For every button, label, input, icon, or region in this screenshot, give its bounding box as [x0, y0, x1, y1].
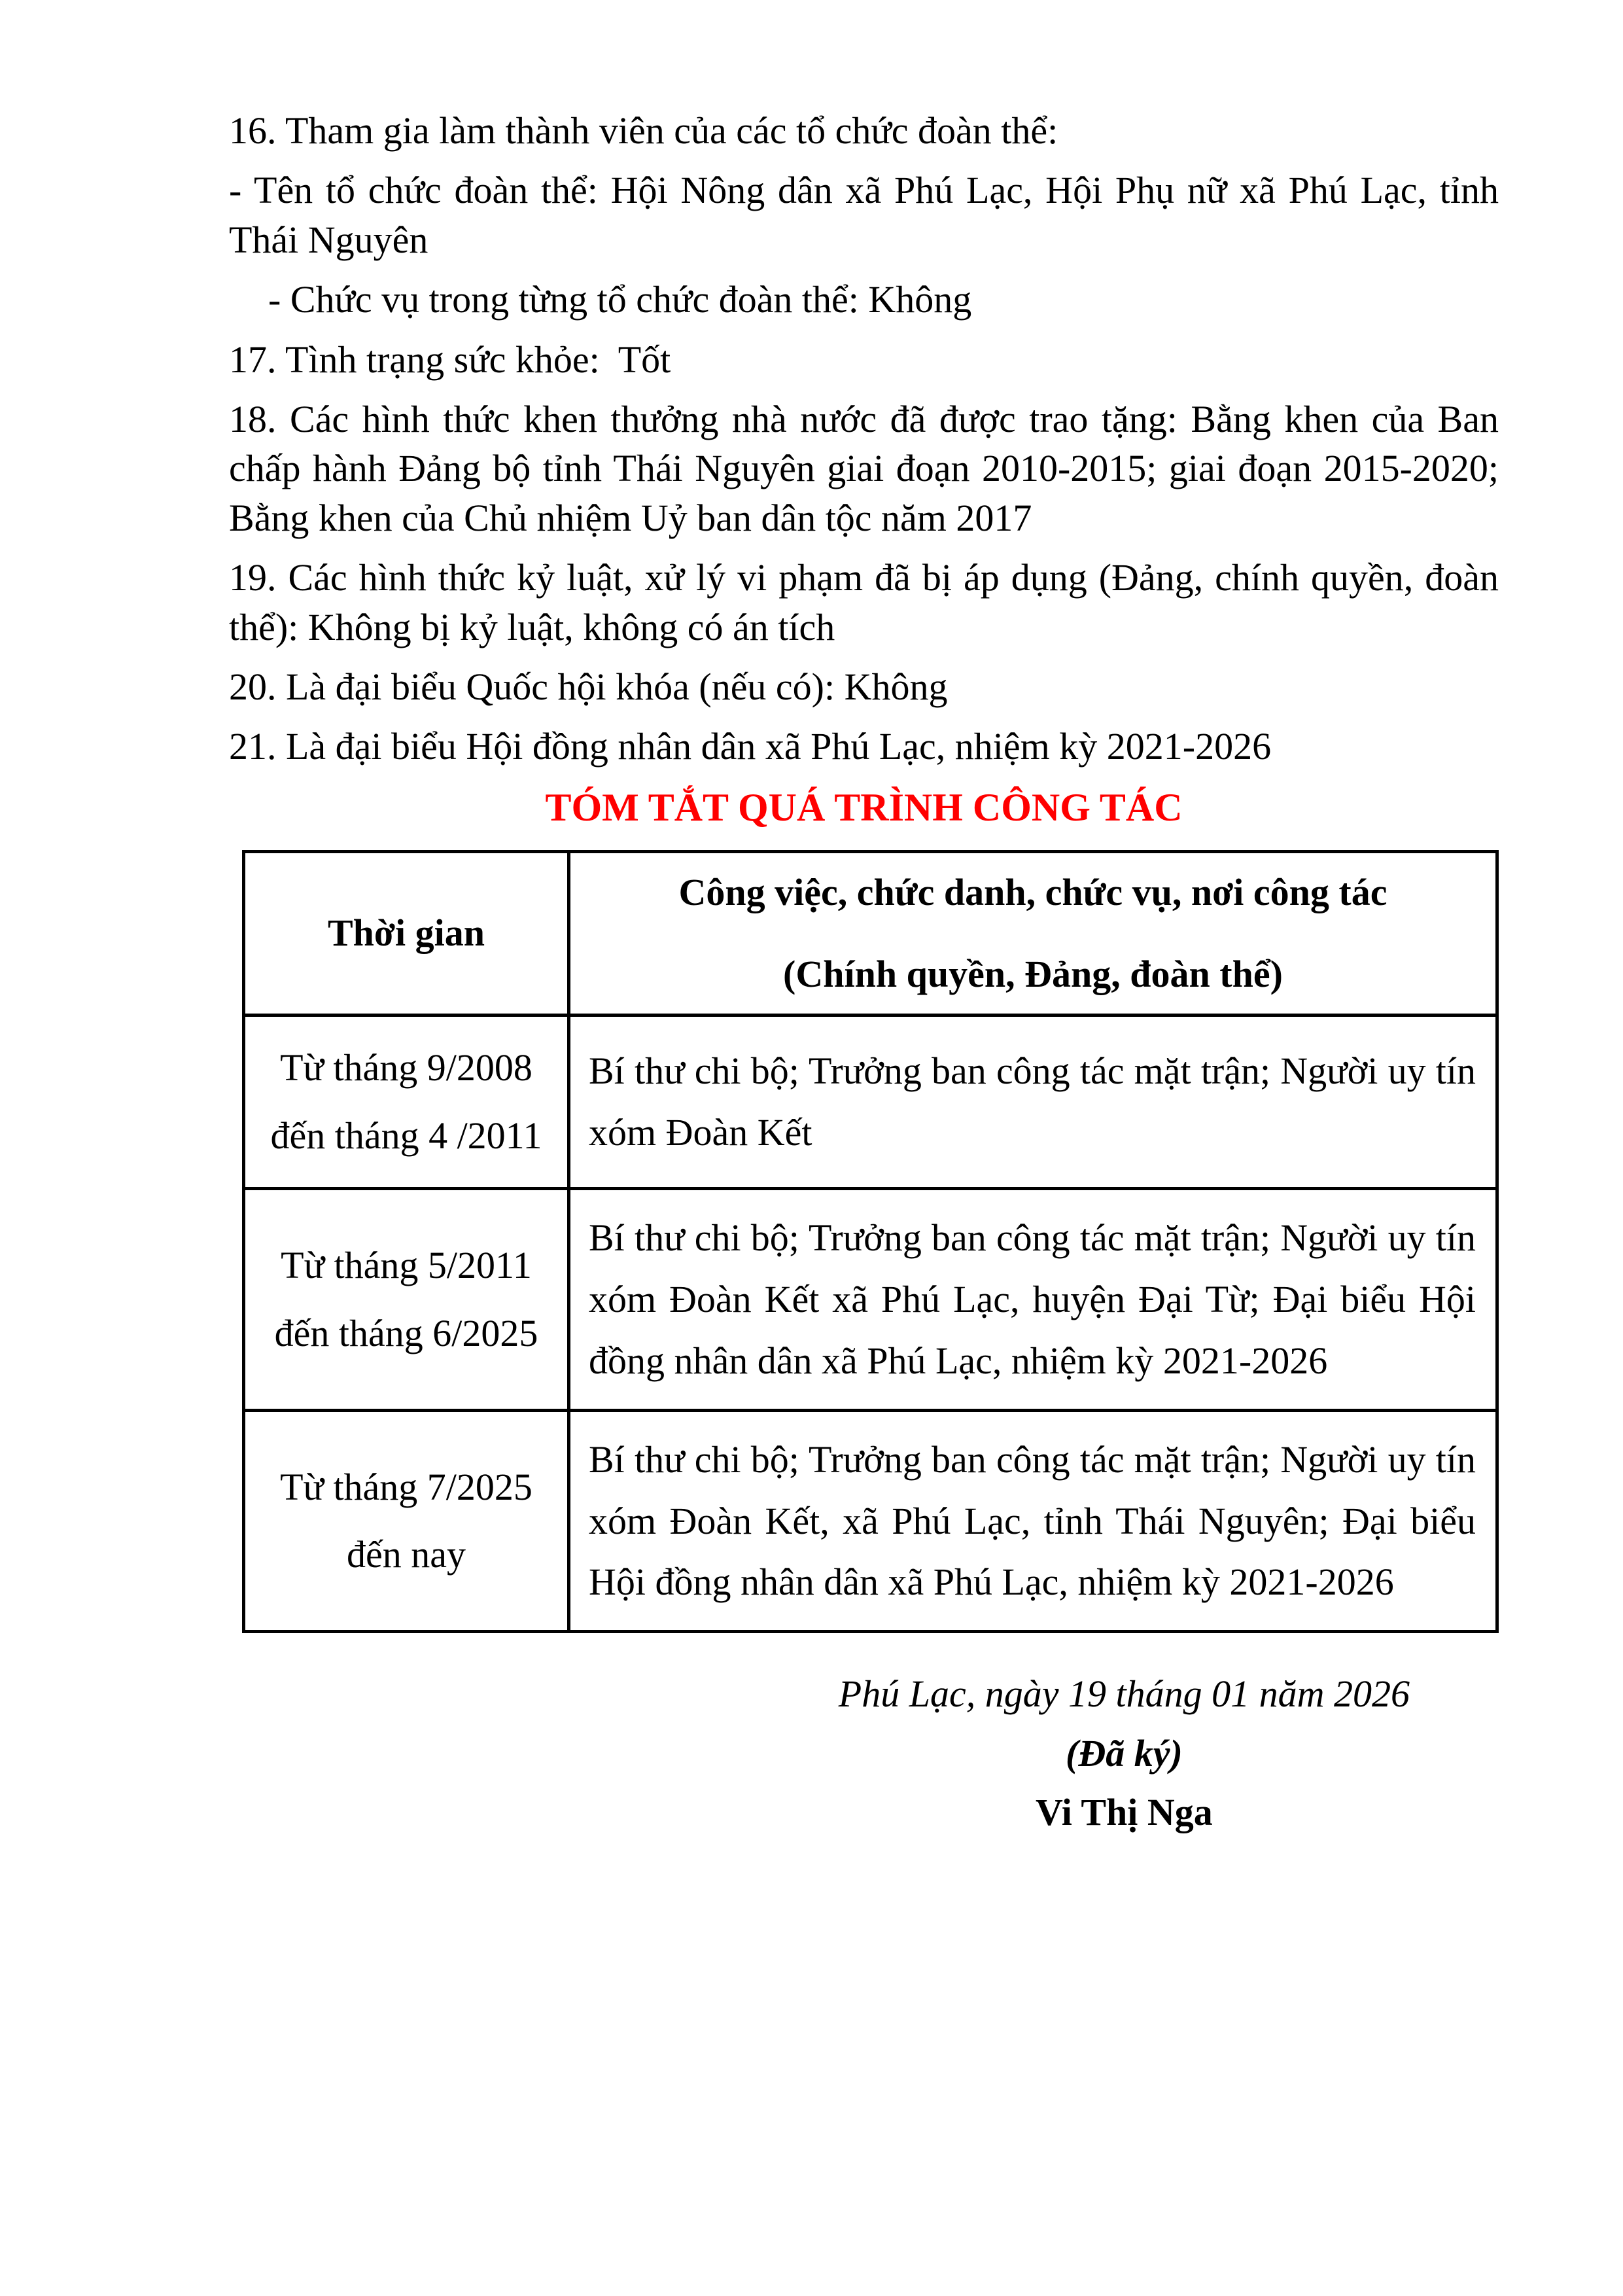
job-description-cell: Bí thư chi bộ; Trưởng ban công tác mặt trận; Người uy tín xóm Đoàn Kết	[569, 1015, 1497, 1188]
paragraph-20-national-assembly: 20. Là đại biểu Quốc hội khóa (nếu có): Không	[229, 665, 948, 708]
period-cell	[244, 1410, 569, 1632]
table-header-time-label: Thời gian	[327, 911, 485, 955]
paragraph-18-awards: 18. Các hình thức khen thưởng nhà nước đã được trao tặng: Bằng khen của Ban chấp hành Đảng bộ tỉnh Thái Nguyên giai đoạn 2010-2015; giai đoạn 2015-2020; Bằng khen của Chủ nhiệm Uỷ ban dân tộc năm 2017	[229, 397, 1509, 539]
section-title-work-history: TÓM TẮT QUÁ TRÌNH CÔNG TÁC	[545, 785, 1183, 829]
signature-name: Vi Thị Nga	[1036, 1791, 1213, 1834]
paragraph-organization-roles: - Chức vụ trong từng tổ chức đoàn thể: Không	[268, 278, 972, 321]
period-to: đến tháng 4 /2011	[270, 1114, 542, 1157]
paragraph-organization-names: - Tên tổ chức đoàn thể: Hội Nông dân xã Phú Lạc, Hội Phụ nữ xã Phú Lạc, tỉnh Thái Nguyên	[229, 169, 1508, 261]
table-row	[244, 1410, 1497, 1632]
table-header-row	[244, 851, 1497, 1015]
period-cell	[244, 1188, 569, 1410]
period-cell	[244, 1015, 569, 1188]
signature-signed-note: (Đã ký)	[1066, 1731, 1183, 1775]
paragraph-19-discipline: 19. Các hình thức kỷ luật, xử lý vi phạm đã bị áp dụng (Đảng, chính quyền, đoàn thể): Không bị kỷ luật, không có án tích	[229, 556, 1509, 648]
paragraph-16-organizations: 16. Tham gia làm thành viên của các tổ chức đoàn thể:	[229, 109, 1058, 152]
paragraph-17-health: 17. Tình trạng sức khỏe: Tốt	[229, 338, 671, 381]
period-from: Từ tháng 5/2011	[281, 1244, 532, 1287]
table-header-job	[569, 851, 1497, 1015]
table-header-time	[244, 851, 569, 1015]
period-from: Từ tháng 7/2025	[280, 1466, 532, 1509]
period-from: Từ tháng 9/2008	[280, 1046, 532, 1089]
table-row	[244, 1188, 1497, 1410]
table-row	[244, 1015, 1497, 1188]
paragraph-21-peoples-council: 21. Là đại biểu Hội đồng nhân dân xã Phú Lạc, nhiệm kỳ 2021-2026	[229, 725, 1272, 768]
table-header-job-line2: (Chính quyền, Đảng, đoàn thể)	[783, 953, 1283, 996]
period-to: đến nay	[347, 1533, 466, 1576]
job-description-cell: Bí thư chi bộ; Trưởng ban công tác mặt trận; Người uy tín xóm Đoàn Kết xã Phú Lạc, huyện Đại Từ; Đại biểu Hội đồng nhân dân xã Phú Lạc, nhiệm kỳ 2021-2026	[569, 1188, 1497, 1410]
signature-block	[750, 1669, 1499, 1837]
job-description-cell: Bí thư chi bộ; Trưởng ban công tác mặt trận; Người uy tín xóm Đoàn Kết, xã Phú Lạc, tỉnh Thái Nguyên; Đại biểu Hội đồng nhân dân xã Phú Lạc, nhiệm kỳ 2021-2026	[569, 1410, 1497, 1632]
period-to: đến tháng 6/2025	[274, 1311, 538, 1354]
work-history-table	[242, 850, 1499, 1634]
table-header-job-line1: Công việc, chức danh, chức vụ, nơi công tác	[678, 870, 1387, 913]
signature-place-date: Phú Lạc, ngày 19 tháng 01 năm 2026	[838, 1672, 1410, 1716]
